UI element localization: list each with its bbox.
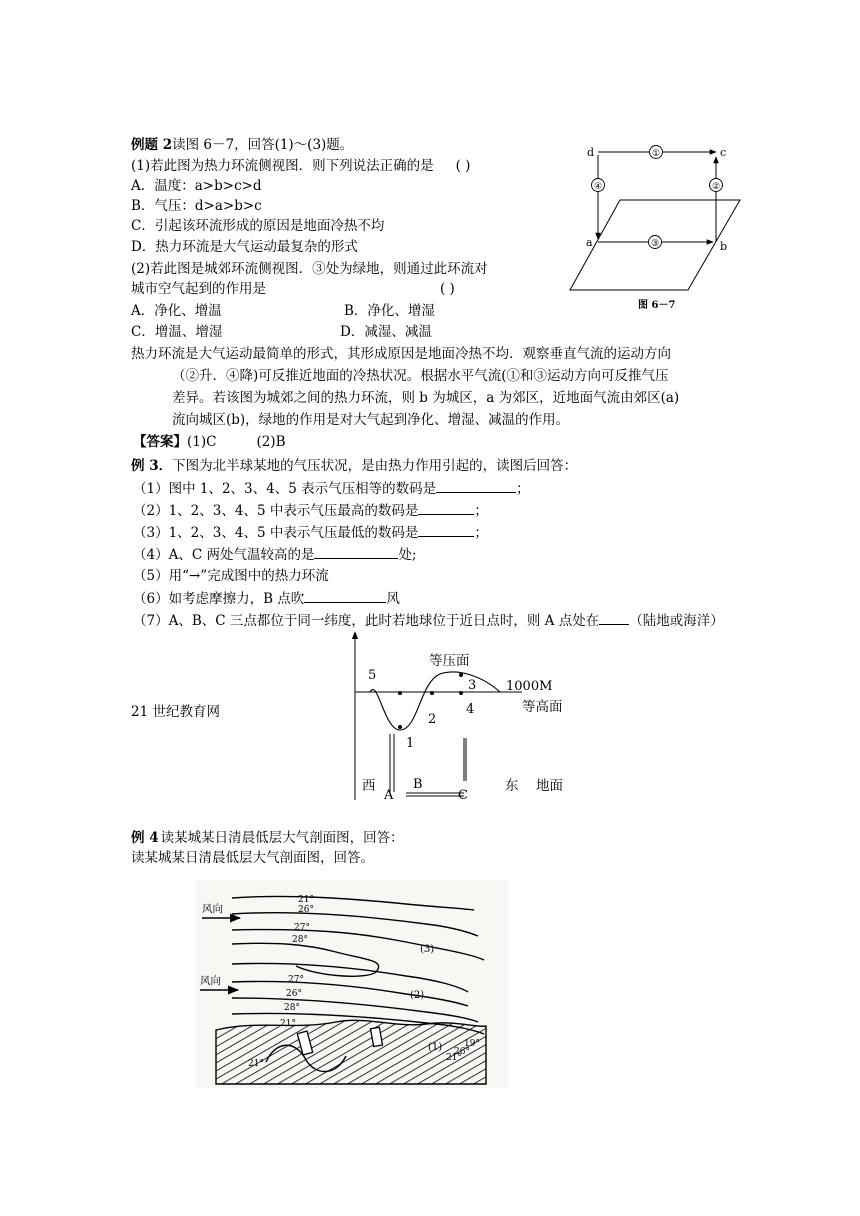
corner-c: c: [720, 146, 727, 159]
ex4-label: 例 4: [131, 830, 159, 846]
temp-label: 21°: [446, 1053, 462, 1063]
ex2-q2-option-a: A．净化、增温: [131, 303, 222, 319]
ex2-answer-1: (1)C: [187, 434, 217, 450]
layer-label-1: (1): [428, 1042, 443, 1053]
ex2-heading: [131, 136, 353, 154]
temp-label: 21°: [248, 1059, 264, 1069]
ex2-q2-line2: [131, 280, 455, 298]
ex3-q6-end: 风: [386, 591, 400, 607]
height-label: 1000M: [506, 679, 553, 694]
ex3-q7-end: （陆地或海洋）: [629, 613, 724, 629]
temp-label: 28°: [292, 935, 308, 945]
ex3-q6-text: （6）如考虑摩擦力，B 点吹: [133, 591, 305, 607]
ex3-q2: [133, 501, 488, 520]
ex2-answer: [133, 433, 286, 451]
ex2-q2-paren: ( ): [440, 281, 455, 297]
ex4-atmosphere-figure: [196, 880, 508, 1088]
ex2-q1-option-d: D．热力环流是大气运动最复杂的形式: [131, 239, 358, 255]
point-2: 2: [428, 712, 437, 727]
temp-label: 27°: [288, 975, 304, 985]
ex3-q6-blank[interactable]: [304, 589, 386, 603]
wind-label-bottom: 风向: [200, 975, 221, 987]
ex4-heading: [131, 829, 404, 847]
ex3-q2-end: ；: [474, 503, 488, 519]
ex2-q1: [131, 157, 470, 175]
ex2-q2-option-d: D．减湿、减温: [340, 324, 432, 340]
ex3-q4-blank[interactable]: [314, 545, 398, 559]
ex2-q1-text: (1)若此图为热力环流侧视图．则下列说法正确的是: [131, 158, 434, 174]
east-label: 东: [505, 778, 519, 794]
ex2-explain-1: 热力环流是大气运动最简单的形式，其形成原因是地面冷热不均．观察垂直气流的运动方向: [131, 346, 671, 362]
ex2-answer-label: 【答案】: [133, 434, 187, 450]
ex2-answer-2: (2)B: [256, 434, 286, 450]
ex3-q1-text: （1）图中 1、2、3、4、5 表示气压相等的数码是: [133, 481, 437, 497]
ex2-explain-2: （②升．④降)可反推近地面的冷热状况。根据水平气流(①和③运动方向可反推气压: [172, 368, 669, 384]
ex3-q4: [133, 545, 417, 564]
temp-label: 21°: [280, 1019, 296, 1029]
ex3-q3-end: ；: [474, 525, 488, 541]
point-5: 5: [368, 668, 377, 683]
ex3-q7-text: （7）A、B、C 三点都位于同一纬度，此时若地球位于近日点时，则 A 点处在: [133, 613, 600, 629]
ex3-label: 例 3．: [131, 458, 173, 474]
temp-label: 19°: [464, 1039, 480, 1049]
ex3-q1-end: ；: [516, 481, 530, 497]
ex3-heading: [131, 457, 577, 475]
point-a: A: [384, 788, 394, 803]
layer-label-2: (2): [410, 990, 425, 1001]
ex3-q2-blank[interactable]: [418, 501, 474, 515]
temp-label: 28°: [284, 1003, 300, 1013]
ex3-q1: [133, 479, 530, 498]
ex3-q4-end: 处;: [398, 547, 417, 563]
ex3-q3: [133, 523, 488, 542]
ex3-q3-text: （3）1、2、3、4、5 中表示气压最低的数码是: [133, 525, 419, 541]
ex3-q1-blank[interactable]: [436, 479, 516, 493]
ex2-q1-option-a: A．温度：a>b>c>d: [131, 178, 262, 194]
ex3-intro: 下图为北半球某地的气压状况，是由热力作用引起的，读图后回答：: [172, 458, 578, 474]
ex2-q1-paren: ( ): [455, 158, 471, 174]
ex3-q5: （5）用“→”完成图中的热力环流: [133, 568, 329, 584]
ex3-q2-text: （2）1、2、3、4、5 中表示气压最高的数码是: [133, 503, 419, 519]
ex2-label: 例题 2: [131, 137, 173, 153]
temp-label: 21°: [298, 895, 314, 905]
ex3-q6: [133, 589, 400, 608]
point-c: C: [458, 788, 468, 803]
temp-label: 26°: [286, 989, 302, 999]
ex2-q2-option-b: B．净化、增湿: [344, 303, 435, 319]
corner-a: a: [586, 236, 593, 249]
ex2-q1-option-b: B．气压：d>a>b>c: [131, 198, 262, 214]
corner-b: b: [720, 240, 728, 253]
flow-label-2: ②: [711, 182, 721, 192]
ex3-isobar-figure: [340, 622, 580, 804]
point-b: B: [413, 777, 423, 792]
figure-caption: 图 6－7: [638, 300, 676, 311]
ex2-q1-option-c: C．引起该环流形成的原因是地面冷热不均: [131, 218, 385, 234]
watermark: 21 世纪教育网: [131, 704, 220, 720]
wind-label-top: 风向: [202, 903, 223, 915]
point-1: 1: [406, 736, 415, 751]
ex3-q4-text: （4）A、C 两处气温较高的是: [133, 547, 315, 563]
flow-label-3: ③: [650, 239, 660, 249]
ex3-q7-blank[interactable]: [599, 611, 629, 625]
ex2-intro: 读图 6－7，回答(1)～(3)题。: [172, 137, 354, 153]
temp-label: 27°: [294, 923, 310, 933]
ex3-q3-blank[interactable]: [418, 523, 474, 537]
temp-label: 26°: [298, 905, 314, 915]
isobar-label: 等压面: [429, 653, 470, 669]
ex4-intro-repeat: 读某城某日清晨低层大气剖面图，回答。: [131, 850, 374, 866]
ex4-intro: 读某城某日清晨低层大气剖面图，回答：: [160, 830, 404, 846]
point-4: 4: [466, 702, 475, 717]
ex2-explain-3: 差异。若该图为城郊之间的热力环流，则 b 为城区，a 为郊区，近地面气流由郊区(a): [172, 390, 680, 406]
ex2-figure-6-7: [562, 138, 748, 314]
point-3: 3: [468, 678, 477, 693]
layer-label-3: (3): [420, 944, 435, 955]
flow-label-1: ①: [651, 149, 661, 159]
west-label: 西: [362, 778, 376, 794]
ex2-q2-text: 城市空气起到的作用是: [131, 281, 266, 297]
corner-d: d: [587, 146, 595, 159]
contour-label: 等高面: [522, 699, 563, 715]
ex2-explain-4: 流向城区(b)，绿地的作用是对大气起到净化、增湿、减温的作用。: [172, 412, 570, 428]
temp-label: 26°: [454, 1047, 470, 1057]
ground-label: 地面: [536, 778, 563, 794]
ex2-q2-line1: (2)若此图是城郊环流侧视图．③处为绿地，则通过此环流对: [131, 261, 488, 277]
ex2-q2-option-c: C．增温、增湿: [131, 324, 223, 340]
flow-label-4: ④: [593, 182, 603, 192]
